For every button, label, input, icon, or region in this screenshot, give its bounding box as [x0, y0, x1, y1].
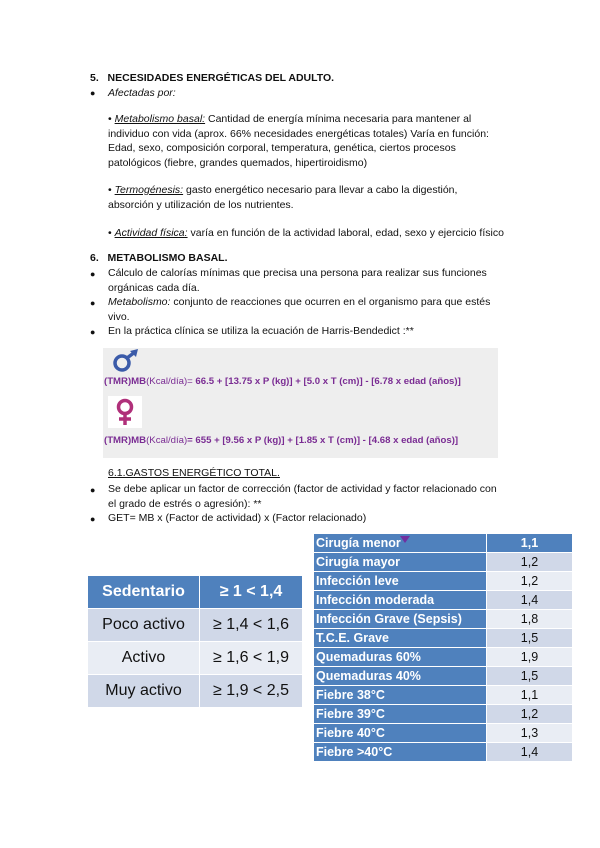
physical-activity-item: • Actividad física: varía en función de la actividad laboral, edad, sexo y ejercicio físico: [108, 227, 504, 239]
table-row: Fiebre 39°C 1,2: [314, 705, 572, 724]
thermogenesis-item: • Termogénesis: gasto energético necesario para llevar a cabo la digestión, absorción y utilización de los nutrientes.: [108, 184, 458, 211]
female-symbol-icon: [108, 396, 142, 428]
table-row: Cirugía menor 1,1: [314, 534, 572, 553]
table-row: T.C.E. Grave 1,5: [314, 629, 572, 648]
formula-male: (TMR)MB(Kcal/día)= 66.5 + [13.75 x P (kg)] + [5.0 x T (cm)] - [6.78 x edad (años)]: [104, 376, 461, 387]
table-row: Infección leve 1,2: [314, 572, 572, 591]
get-formula-bullet: GET= MB x (Factor de actividad) x (Factor relacionado): [108, 512, 367, 524]
table-row: Infección moderada 1,4: [314, 591, 572, 610]
calories-bullet: Cálculo de calorías mínimas que precisa una persona para realizar sus funciones orgánicas cada día.: [108, 267, 487, 294]
bullet-dot: ●: [90, 514, 96, 524]
section61-heading: 6.1.GASTOS ENERGÉTICO TOTAL.: [108, 467, 280, 479]
table-row: Sedentario ≥ 1 < 1,4: [88, 576, 302, 609]
male-symbol-icon: [110, 349, 142, 373]
table-row: Infección Grave (Sepsis) 1,8: [314, 610, 572, 629]
bullet-dot: ●: [90, 485, 96, 495]
bullet-dot: ●: [90, 327, 96, 337]
stress-factor-table: [314, 534, 572, 762]
section5-heading: 5. NECESIDADES ENERGÉTICAS DEL ADULTO.: [90, 72, 335, 84]
harris-benedict-bullet: En la práctica clínica se utiliza la ecuación de Harris-Bendedict :**: [108, 325, 414, 337]
table-row: Fiebre >40°C 1,4: [314, 743, 572, 762]
table-row: Activo ≥ 1,6 < 1,9: [88, 642, 302, 675]
table-row: Poco activo ≥ 1,4 < 1,6: [88, 609, 302, 642]
correction-factor-bullet: Se debe aplicar un factor de corrección (factor de actividad y factor relacionado con el grado de estrés o agresión): **: [108, 483, 497, 510]
metabolism-bullet: Metabolismo: conjunto de reacciones que ocurren en el organismo para que estés vivo.: [108, 296, 491, 323]
affected-by-label: Afectadas por:: [108, 87, 176, 99]
formula-female: (TMR)MB(Kcal/día)= 655 + [9.56 x P (kg)] + [1.85 x T (cm)] - [4.68 x edad (años)]: [104, 435, 459, 446]
activity-factor-table: [88, 576, 302, 708]
table-row: Cirugía mayor 1,2: [314, 553, 572, 572]
bullet-dot: ●: [90, 88, 96, 98]
marker-triangle-icon: [400, 536, 410, 543]
basal-metabolism-item: • Metabolismo basal: Cantidad de energía mínima necesaria para mantener al individuo con vida (aprox. 66% necesidades energéticas totales) Varía en función: Edad, sexo, composición corporal, temperatura, genética, ciertos procesos patológicos (fiebre, grandes quemados, hipertiroidismo): [108, 113, 489, 169]
section6-heading: 6. METABOLISMO BASAL.: [90, 252, 228, 264]
table-row: Quemaduras 60% 1,9: [314, 648, 572, 667]
table-row: Fiebre 40°C 1,3: [314, 724, 572, 743]
bullet-dot: ●: [90, 298, 96, 308]
table-row: Quemaduras 40% 1,5: [314, 667, 572, 686]
bullet-dot: ●: [90, 269, 96, 279]
table-row: Muy activo ≥ 1,9 < 2,5: [88, 675, 302, 708]
table-row: Fiebre 38°C 1,1: [314, 686, 572, 705]
